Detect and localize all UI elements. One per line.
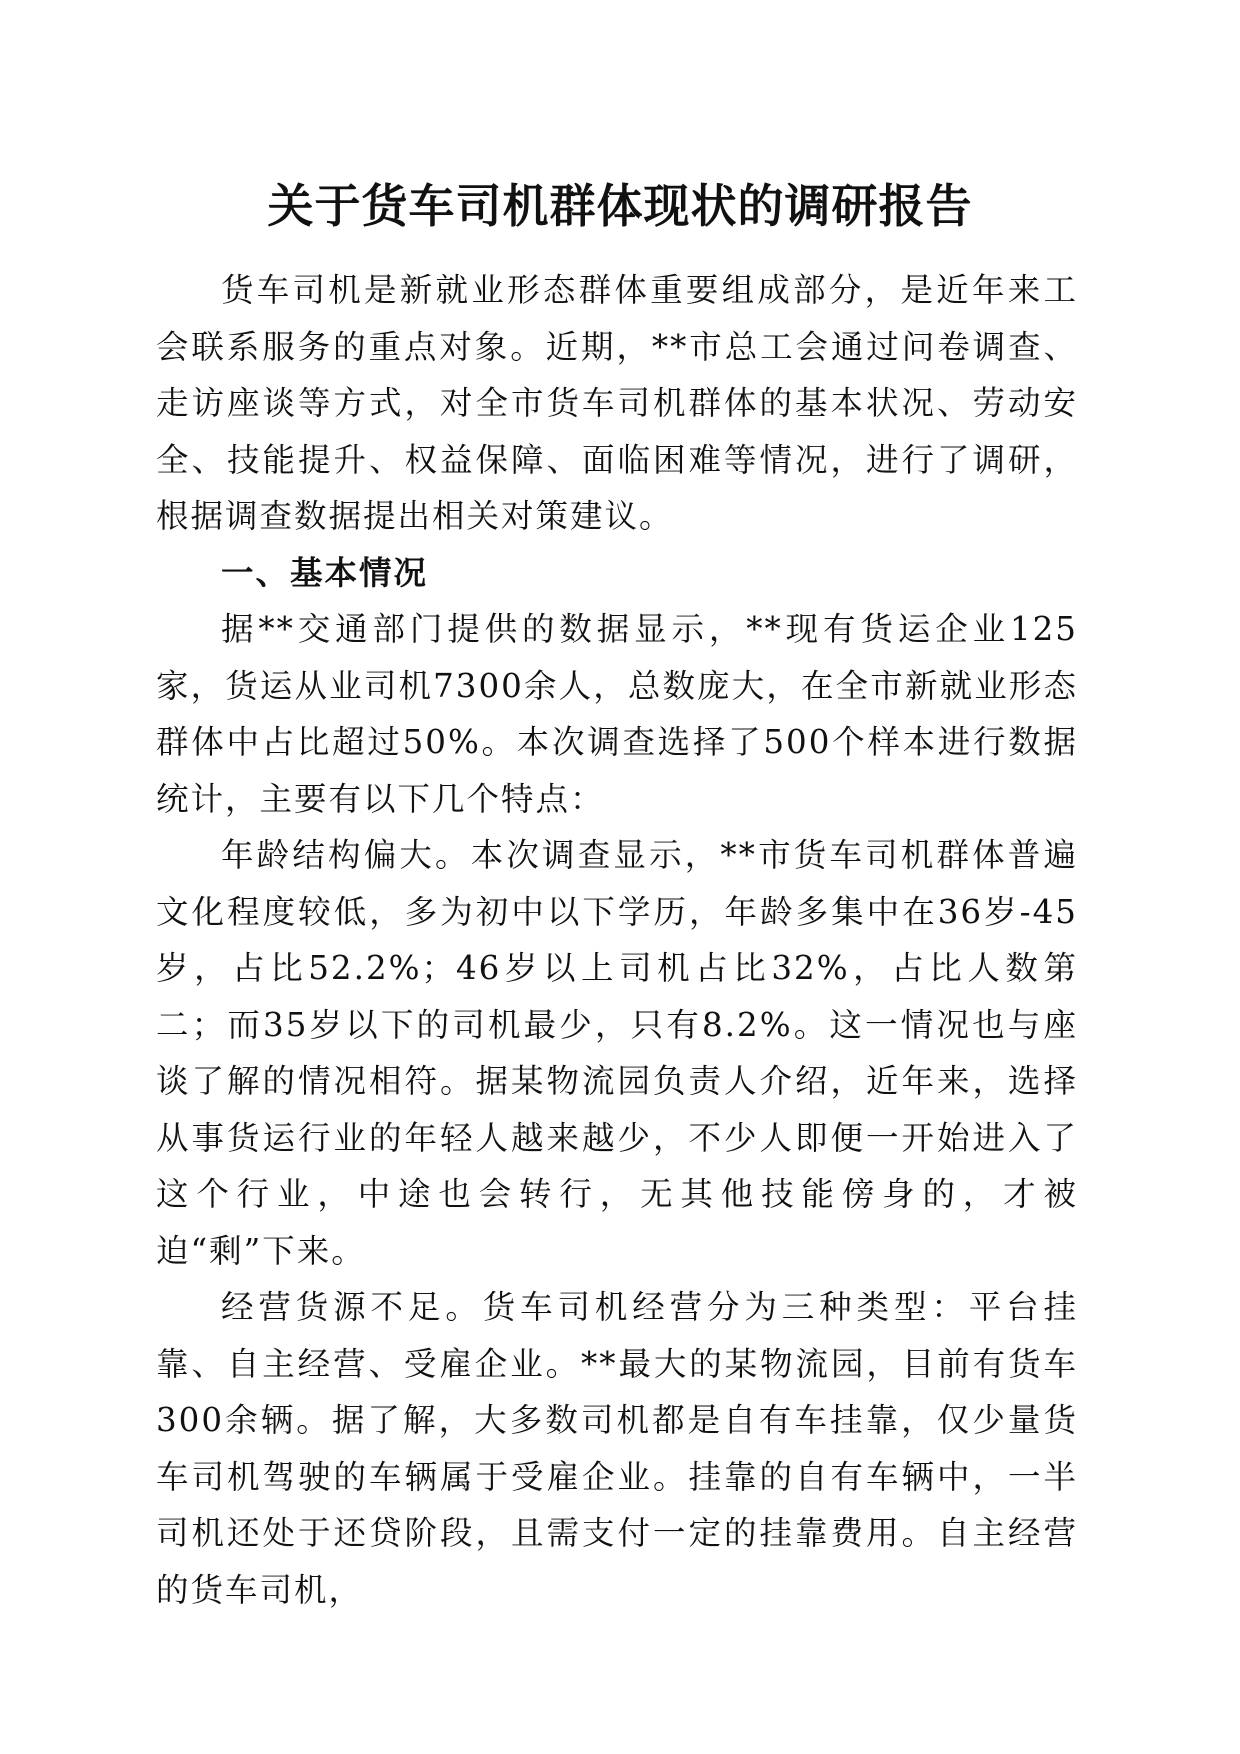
statistics-paragraph: 据**交通部门提供的数据显示，**现有货运企业125家，货运从业司机7300余人，总数庞大，在全市新就业形态群体中占比超过50%。本次调查选择了500个样本进行数据统计，主要有以下几个特点： — [156, 610, 1078, 818]
intro-paragraph: 货车司机是新就业形态群体重要组成部分，是近年来工会联系服务的重点对象。近期，**市总工会通过问卷调查、走访座谈等方式，对全市货车司机群体的基本状况、劳动安全、技能提升、权益保障、面临困难等情况，进行了调研，根据调查数据提出相关对策建议。 — [156, 271, 1078, 535]
document-body — [156, 262, 1078, 1618]
age-structure-paragraph: 年龄结构偏大。本次调查显示，**市货车司机群体普遍文化程度较低，多为初中以下学历，年龄多集中在36岁-45岁，占比52.2%；46岁以上司机占比32%，占比人数第二；而35岁以下的司机最少，只有8.2%。这一情况也与座谈了解的情况相符。据某物流园负责人介绍，近年来，选择从事货运行业的年轻人越来越少，不少人即便一开始进入了这个行业，中途也会转行，无其他技能傍身的，才被迫“剩”下来。 — [156, 836, 1078, 1270]
cargo-source-paragraph: 经营货源不足。货车司机经营分为三种类型：平台挂靠、自主经营、受雇企业。**最大的某物流园，目前有货车300余辆。据了解，大多数司机都是自有车挂靠，仅少量货车司机驾驶的车辆属于受雇企业。挂靠的自有车辆中，一半司机还处于还贷阶段，且需支付一定的挂靠费用。自主经营的货车司机， — [156, 1288, 1078, 1609]
document-title: 关于货车司机群体现状的调研报告 — [267, 179, 973, 233]
section-heading-basic-situation: 一、基本情况 — [221, 553, 429, 592]
